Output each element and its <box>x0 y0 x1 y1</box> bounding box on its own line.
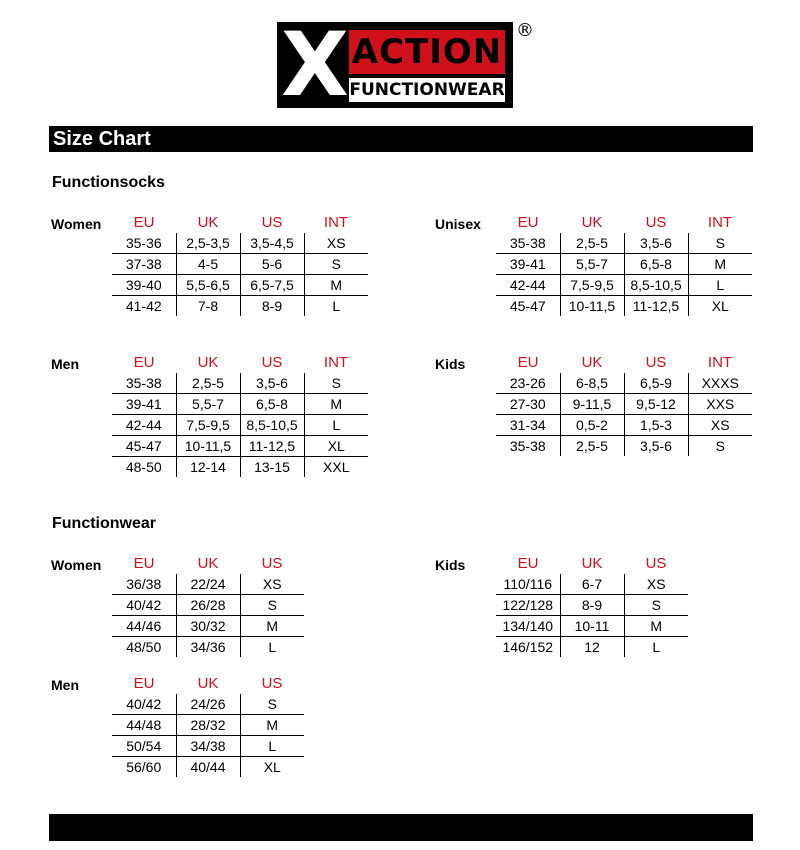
cell: 34/36 <box>176 637 240 658</box>
cell: 2,5-5 <box>560 436 624 457</box>
page-title: Size Chart <box>53 128 151 150</box>
cell: L <box>304 296 368 317</box>
cell: 6-7 <box>560 574 624 595</box>
cell: L <box>240 736 304 757</box>
cell: 22/24 <box>176 574 240 595</box>
table-row <box>112 574 304 595</box>
table-row <box>496 233 752 254</box>
col-header: UK <box>581 555 603 572</box>
table-row <box>112 436 368 457</box>
cell: XL <box>240 757 304 778</box>
table-row <box>112 373 368 394</box>
table-row <box>496 254 752 275</box>
cell: L <box>240 637 304 658</box>
cell: XXS <box>688 394 752 415</box>
registered-mark-icon: ® <box>516 20 534 41</box>
cell: 26/28 <box>176 595 240 616</box>
cell: 35-38 <box>509 438 546 454</box>
cell: 10-11 <box>560 616 624 637</box>
table-row <box>496 595 688 616</box>
cell: 56/60 <box>126 759 162 775</box>
cell: 3,5-4,5 <box>240 233 304 254</box>
size-table-socks-women <box>112 213 368 316</box>
brand-logo <box>277 13 513 116</box>
cell: M <box>240 715 304 736</box>
cell: S <box>304 373 368 394</box>
cell: L <box>688 275 752 296</box>
cell: 134/140 <box>496 616 560 637</box>
group-label-socks-kids: Kids <box>435 356 466 372</box>
cell: 31-34 <box>496 415 560 436</box>
cell: 35-36 <box>112 233 176 254</box>
col-header: EU <box>133 354 155 371</box>
cell: 8-9 <box>560 595 624 616</box>
table-row <box>112 296 368 317</box>
table-row <box>112 415 368 436</box>
cell: 122/128 <box>496 595 560 616</box>
cell: 5-6 <box>240 254 304 275</box>
col-header: US <box>261 555 283 572</box>
table-row <box>112 616 304 637</box>
cell: 10-11,5 <box>560 296 624 317</box>
cell: 6-8,5 <box>560 373 624 394</box>
group-label-socks-unisex: Unisex <box>435 216 481 232</box>
table-row <box>496 616 688 637</box>
cell: 13-15 <box>240 457 304 478</box>
table-row <box>112 457 368 478</box>
cell: S <box>688 233 752 254</box>
table-row <box>112 275 368 296</box>
col-header: EU <box>133 675 155 692</box>
cell: 0,5-2 <box>560 415 624 436</box>
cell: 6,5-8 <box>624 254 688 275</box>
cell: 39-41 <box>112 394 176 415</box>
logo-x-mark: X <box>281 13 349 116</box>
col-header: INT <box>323 354 349 371</box>
cell: S <box>688 436 752 457</box>
cell: 35-38 <box>496 233 560 254</box>
cell: 2,5-5 <box>560 233 624 254</box>
cell: 37-38 <box>112 254 176 275</box>
table-row <box>112 694 304 715</box>
cell: XL <box>304 436 368 457</box>
cell: 48-50 <box>125 459 162 475</box>
table-row <box>496 275 752 296</box>
col-header: UK <box>197 555 219 572</box>
section-title-functionsocks: Functionsocks <box>52 174 165 191</box>
table-row <box>112 757 304 778</box>
cell: 12-14 <box>176 457 240 478</box>
cell: 146/152 <box>502 639 554 655</box>
cell: 39-40 <box>112 275 176 296</box>
cell: 42-44 <box>112 415 176 436</box>
cell: 45-47 <box>509 298 546 314</box>
cell: L <box>624 637 688 658</box>
table-row <box>496 637 688 658</box>
cell: XS <box>304 233 368 254</box>
cell: 34/38 <box>176 736 240 757</box>
cell: 1,5-3 <box>624 415 688 436</box>
col-header: EU <box>133 555 155 572</box>
size-table-wear-women <box>112 554 304 657</box>
cell: 8-9 <box>240 296 304 317</box>
cell: M <box>240 616 304 637</box>
cell: M <box>624 616 688 637</box>
cell: 12 <box>560 637 624 658</box>
cell: XS <box>688 415 752 436</box>
cell: 35-38 <box>112 373 176 394</box>
cell: 5,5-7 <box>560 254 624 275</box>
size-table-socks-kids <box>496 353 752 456</box>
cell: 45-47 <box>112 436 176 457</box>
cell: 10-11,5 <box>176 436 240 457</box>
cell: 40/44 <box>176 757 240 778</box>
col-header: EU <box>517 555 539 572</box>
cell: XS <box>240 574 304 595</box>
group-label-socks-women: Women <box>51 216 102 232</box>
table-row <box>112 637 304 658</box>
cell: 5,5-6,5 <box>176 275 240 296</box>
cell: 36/38 <box>112 574 176 595</box>
group-label-wear-men: Men <box>51 677 79 693</box>
table-row <box>496 574 688 595</box>
table-row <box>496 394 752 415</box>
cell: 2,5-3,5 <box>176 233 240 254</box>
col-header: US <box>645 214 667 231</box>
col-header: UK <box>581 214 603 231</box>
cell: M <box>304 275 368 296</box>
cell: 2,5-5 <box>176 373 240 394</box>
cell: 3,5-6 <box>624 233 688 254</box>
table-row <box>112 394 368 415</box>
cell: 110/116 <box>496 574 560 595</box>
cell: S <box>304 254 368 275</box>
cell: 7,5-9,5 <box>560 275 624 296</box>
size-table-socks-unisex <box>496 213 752 316</box>
cell: M <box>304 394 368 415</box>
size-table-wear-men <box>112 674 304 777</box>
cell: 50/54 <box>112 736 176 757</box>
cell: 24/26 <box>176 694 240 715</box>
col-header: US <box>261 675 283 692</box>
col-header: US <box>261 354 283 371</box>
section-title-functionwear: Functionwear <box>52 515 157 532</box>
cell: 9,5-12 <box>624 394 688 415</box>
col-header: INT <box>707 354 733 371</box>
table-row <box>112 233 368 254</box>
cell: S <box>624 595 688 616</box>
cell: 5,5-7 <box>176 394 240 415</box>
cell: 6,5-8 <box>240 394 304 415</box>
col-header: US <box>261 214 283 231</box>
cell: S <box>240 595 304 616</box>
cell: 41-42 <box>125 298 162 314</box>
cell: XS <box>624 574 688 595</box>
col-header: UK <box>581 354 603 371</box>
cell: S <box>240 694 304 715</box>
col-header: EU <box>517 354 539 371</box>
cell: 6,5-9 <box>624 373 688 394</box>
title-bar <box>49 126 753 152</box>
col-header: US <box>645 354 667 371</box>
group-label-socks-men: Men <box>51 356 79 372</box>
size-table-socks-men <box>112 353 368 477</box>
col-header: INT <box>707 214 733 231</box>
cell: 30/32 <box>176 616 240 637</box>
col-header: US <box>645 555 667 572</box>
cell: 40/42 <box>112 595 176 616</box>
group-label-wear-women: Women <box>51 557 102 573</box>
cell: 44/48 <box>112 715 176 736</box>
cell: 9-11,5 <box>560 394 624 415</box>
cell: 39-41 <box>496 254 560 275</box>
cell: XXXS <box>688 373 752 394</box>
group-label-wear-kids: Kids <box>435 557 466 573</box>
table-row <box>496 415 752 436</box>
cell: 7-8 <box>176 296 240 317</box>
col-header: UK <box>197 354 219 371</box>
table-row <box>496 373 752 394</box>
cell: 27-30 <box>496 394 560 415</box>
cell: 4-5 <box>176 254 240 275</box>
col-header: UK <box>197 675 219 692</box>
table-row <box>112 595 304 616</box>
cell: 42-44 <box>496 275 560 296</box>
table-row <box>112 254 368 275</box>
logo-tagline: FUNCTIONWEAR <box>349 80 505 100</box>
cell: L <box>304 415 368 436</box>
table-row <box>496 436 752 457</box>
cell: 40/42 <box>112 694 176 715</box>
table-row <box>496 296 752 317</box>
cell: M <box>688 254 752 275</box>
col-header: EU <box>133 214 155 231</box>
cell: 11-12,5 <box>240 436 304 457</box>
cell: 8,5-10,5 <box>624 275 688 296</box>
cell: 48/50 <box>126 639 162 655</box>
table-row <box>112 715 304 736</box>
cell: 44/46 <box>112 616 176 637</box>
table-row <box>112 736 304 757</box>
size-table-wear-kids <box>496 554 688 657</box>
logo-wordmark: ACTION <box>349 30 505 74</box>
col-header: UK <box>197 214 219 231</box>
cell: 28/32 <box>176 715 240 736</box>
cell: XXL <box>304 457 368 478</box>
footer-bar <box>49 814 753 841</box>
col-header: EU <box>517 214 539 231</box>
cell: 7,5-9,5 <box>176 415 240 436</box>
cell: 3,5-6 <box>624 436 688 457</box>
cell: 6,5-7,5 <box>240 275 304 296</box>
cell: 11-12,5 <box>624 296 688 317</box>
cell: 8,5-10,5 <box>240 415 304 436</box>
col-header: INT <box>323 214 349 231</box>
cell: XL <box>688 296 752 317</box>
cell: 3,5-6 <box>240 373 304 394</box>
cell: 23-26 <box>496 373 560 394</box>
